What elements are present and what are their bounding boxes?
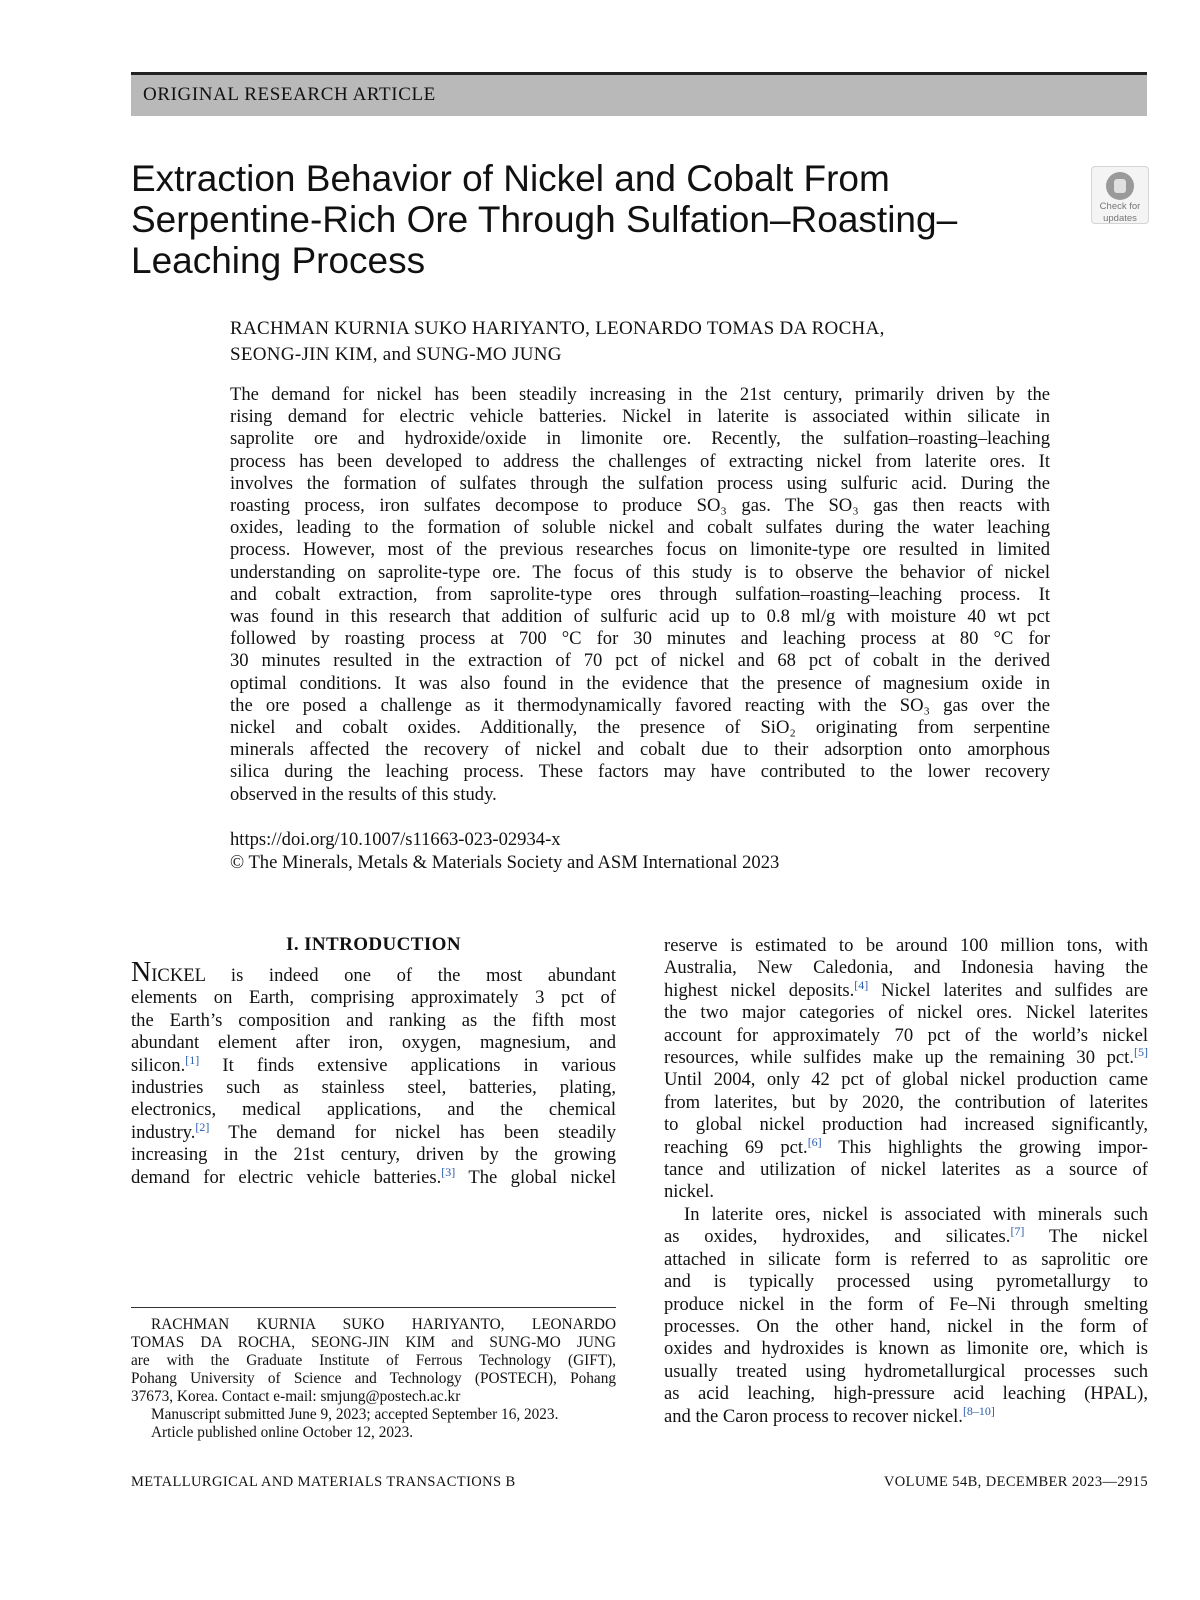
citation-ref[interactable]: [3] bbox=[441, 1164, 456, 1179]
updates-label: updates bbox=[1103, 213, 1137, 224]
body-line: usually treated using hydrometallurgical processes such bbox=[664, 1360, 1148, 1382]
body-line: to global nickel production had increased significantly, bbox=[664, 1114, 1148, 1136]
abstract-line: the ore posed a challenge as it thermodynamically favored reacting with the SO₃ gas over the bbox=[230, 694, 1050, 716]
body-line bbox=[664, 1134, 1148, 1159]
body-text: highest nickel deposits. bbox=[664, 979, 855, 1001]
abstract-line: involves the formation of sulfates through the sulfation process using sulfuric acid. During the bbox=[230, 472, 1050, 494]
body-line: produce nickel in the form of Fe–Ni through smelting bbox=[664, 1293, 1148, 1315]
footnote-line: Pohang University of Science and Technology (POSTECH), Pohang bbox=[131, 1370, 616, 1387]
body-line: and is typically processed using pyrometallurgy to bbox=[664, 1271, 1148, 1293]
body-text: reaching 69 pct. bbox=[664, 1136, 808, 1158]
abstract bbox=[230, 384, 1050, 806]
doi-block bbox=[230, 829, 1050, 874]
title-line: Leaching Process bbox=[131, 240, 426, 281]
footnote-line: 37673, Korea. Contact e-mail: smjung@postech.ac.kr bbox=[131, 1388, 461, 1405]
abstract-line: process. However, most of the previous researches focus on limonite-type ore resulted in limited bbox=[230, 539, 1050, 561]
body-text: resources, while sulfides make up the remaining 30 pct. bbox=[664, 1047, 1134, 1069]
body-text: industry. bbox=[131, 1121, 196, 1143]
abstract-line: saprolite ore and hydroxide/oxide in limonite ore. Recently, the sulfation–roasting–leaching bbox=[230, 428, 1050, 450]
body-text: as oxides, hydroxides, and silicates. bbox=[664, 1226, 1011, 1248]
article-type-banner bbox=[131, 72, 1147, 116]
body-text: Nickel laterites and sulfides are bbox=[868, 979, 1148, 1001]
abstract-line: silica during the leaching process. These factors may have contributed to the lower recovery bbox=[230, 761, 1050, 783]
body-line bbox=[664, 977, 1148, 1002]
abstract-line: roasting process, iron sulfates decompose to produce SO₃ gas. The SO₃ gas then reacts with bbox=[230, 495, 1050, 517]
body-line bbox=[664, 1047, 1148, 1069]
body-line: tance and utilization of nickel laterites as a source of bbox=[664, 1159, 1148, 1181]
body-line: the Earth’s composition and ranking as the fifth most bbox=[131, 1009, 616, 1031]
abstract-line: observed in the results of this study. bbox=[230, 783, 497, 805]
check-for-label: Check for bbox=[1099, 201, 1141, 212]
body-text: and the Caron process to recover nickel. bbox=[664, 1405, 963, 1427]
citation-ref[interactable]: [8–10] bbox=[962, 1403, 995, 1418]
body-line: from laterites, but by 2020, the contribution of laterites bbox=[664, 1091, 1148, 1113]
article-type-label: ORIGINAL RESEARCH ARTICLE bbox=[143, 84, 436, 105]
body-text: It finds extensive applications in various bbox=[199, 1054, 616, 1076]
manuscript-dates: Manuscript submitted June 9, 2023; accepted September 16, 2023. bbox=[151, 1406, 559, 1423]
body-line: elements on Earth, comprising approximately 3 pct of bbox=[131, 987, 616, 1009]
doi-link[interactable]: https://doi.org/10.1007/s11663-023-02934-x bbox=[230, 829, 561, 850]
body-line bbox=[131, 1119, 616, 1144]
body-line: the two major categories of nickel ores. Nickel laterites bbox=[664, 1002, 1148, 1024]
body-text: This highlights the growing impor- bbox=[821, 1136, 1148, 1158]
body-line: account for approximately 70 pct of the world’s nickel bbox=[664, 1024, 1148, 1046]
check-for-updates-badge[interactable] bbox=[1091, 166, 1149, 224]
body-line: attached in silicate form is referred to as saprolitic ore bbox=[664, 1248, 1148, 1270]
citation-ref[interactable]: [5] bbox=[1134, 1045, 1148, 1060]
body-line: reserve is estimated to be around 100 million tons, with bbox=[664, 935, 1148, 956]
body-text: silicon. bbox=[131, 1054, 186, 1076]
title-line: Extraction Behavior of Nickel and Cobalt From bbox=[131, 158, 890, 199]
body-line: nickel. bbox=[664, 1181, 715, 1203]
abstract-line: rising demand for electric vehicle batteries. Nickel in laterite is associated within silicate in bbox=[230, 406, 1050, 428]
body-line: In laterite ores, nickel is associated with minerals such bbox=[684, 1203, 1148, 1225]
body-line: Until 2004, only 42 pct of global nickel production came bbox=[664, 1069, 1148, 1091]
copyright-notice: © The Minerals, Metals & Materials Society and ASM International 2023 bbox=[230, 851, 780, 873]
footnote-line: RACHMAN KURNIA SUKO HARIYANTO, LEONARDO bbox=[151, 1316, 616, 1333]
body-text: ICKEL is indeed one of the most abundant bbox=[151, 965, 616, 986]
abstract-line: minerals affected the recovery of nickel and cobalt due to their adsorption onto amorphous bbox=[230, 739, 1050, 761]
article-title bbox=[131, 158, 1011, 281]
body-line bbox=[664, 1403, 1148, 1428]
author-list bbox=[230, 316, 1050, 368]
body-line bbox=[131, 1052, 616, 1077]
citation-ref[interactable]: [6] bbox=[807, 1134, 822, 1149]
abstract-line: 30 minutes resulted in the extraction of 70 pct of nickel and 68 pct of cobalt in the derived bbox=[230, 650, 1050, 672]
citation-ref[interactable]: [4] bbox=[854, 977, 869, 992]
intro-right-column bbox=[664, 935, 1148, 1428]
abstract-line: oxides, leading to the formation of soluble nickel and cobalt sulfates during the water leaching bbox=[230, 517, 1050, 539]
body-text: The nickel bbox=[1024, 1226, 1148, 1248]
body-line: electronics, medical applications, and the chemical bbox=[131, 1099, 616, 1121]
volume-page-footer: VOLUME 54B, DECEMBER 2023—2915 bbox=[883, 1474, 1148, 1490]
publication-date: Article published online October 12, 2023. bbox=[151, 1424, 414, 1441]
body-line: processes. On the other hand, nickel in the form of bbox=[664, 1315, 1148, 1337]
section-heading-introduction: I. INTRODUCTION bbox=[286, 934, 461, 955]
body-line: abundant element after iron, oxygen, magnesium, and bbox=[131, 1032, 616, 1054]
footnote-line: are with the Graduate Institute of Ferrous Technology (GIFT), bbox=[131, 1352, 616, 1369]
citation-ref[interactable]: [7] bbox=[1010, 1224, 1025, 1239]
abstract-line: optimal conditions. It was also found in the evidence that the presence of magnesium oxide in bbox=[230, 672, 1050, 694]
body-line bbox=[131, 957, 616, 988]
body-line: Australia, New Caledonia, and Indonesia having the bbox=[664, 957, 1148, 979]
authors-line: RACHMAN KURNIA SUKO HARIYANTO, LEONARDO TOMAS DA ROCHA, bbox=[230, 318, 885, 339]
footnote-line: TOMAS DA ROCHA, SEONG-JIN KIM and SUNG-MO JUNG bbox=[131, 1334, 616, 1351]
body-line bbox=[664, 1226, 1148, 1248]
body-line: industries such as stainless steel, batteries, plating, bbox=[131, 1077, 616, 1099]
body-line bbox=[131, 1164, 616, 1189]
authors-line: SEONG-JIN KIM, and SUNG-MO JUNG bbox=[230, 344, 562, 365]
abstract-line: followed by roasting process at 700 °C for 30 minutes and leaching process at 80 °C for bbox=[230, 628, 1050, 650]
abstract-line: process has been developed to address the challenges of extracting nickel from laterite ores. It bbox=[230, 450, 1050, 472]
citation-ref[interactable]: [1] bbox=[185, 1052, 200, 1067]
author-affiliation-footnote bbox=[131, 1316, 616, 1442]
check-updates-icon bbox=[1106, 172, 1134, 200]
body-line: increasing in the 21st century, driven by the growing bbox=[131, 1144, 616, 1166]
journal-name-footer: METALLURGICAL AND MATERIALS TRANSACTIONS B bbox=[131, 1474, 516, 1490]
body-text: demand for electric vehicle batteries. bbox=[131, 1166, 442, 1188]
title-line: Serpentine-Rich Ore Through Sulfation–Roasting– bbox=[131, 199, 958, 240]
body-line: oxides and hydroxides is known as limonite ore, which is bbox=[664, 1338, 1148, 1360]
abstract-line: The demand for nickel has been steadily increasing in the 21st century, primarily driven by the bbox=[230, 384, 1050, 405]
body-line: as acid leaching, high-pressure acid leaching (HPAL), bbox=[664, 1383, 1148, 1405]
abstract-line: was found in this research that addition of sulfuric acid up to 0.8 ml/g with moisture 40 wt pct bbox=[230, 606, 1050, 628]
abstract-line: understanding on saprolite-type ore. The focus of this study is to observe the behavior of nickel bbox=[230, 561, 1050, 583]
drop-cap: N bbox=[131, 957, 152, 988]
footnote-divider bbox=[131, 1307, 616, 1308]
abstract-line: nickel and cobalt oxides. Additionally, the presence of SiO₂ originating from serpentine bbox=[230, 717, 1050, 739]
citation-ref[interactable]: [2] bbox=[195, 1119, 210, 1134]
body-text: The demand for nickel has been steadily bbox=[209, 1121, 616, 1143]
abstract-line: and cobalt extraction, from saprolite-type ores through sulfation–roasting–leaching process. It bbox=[230, 583, 1050, 605]
intro-left-column bbox=[131, 957, 616, 1189]
body-text: The global nickel bbox=[455, 1166, 616, 1188]
